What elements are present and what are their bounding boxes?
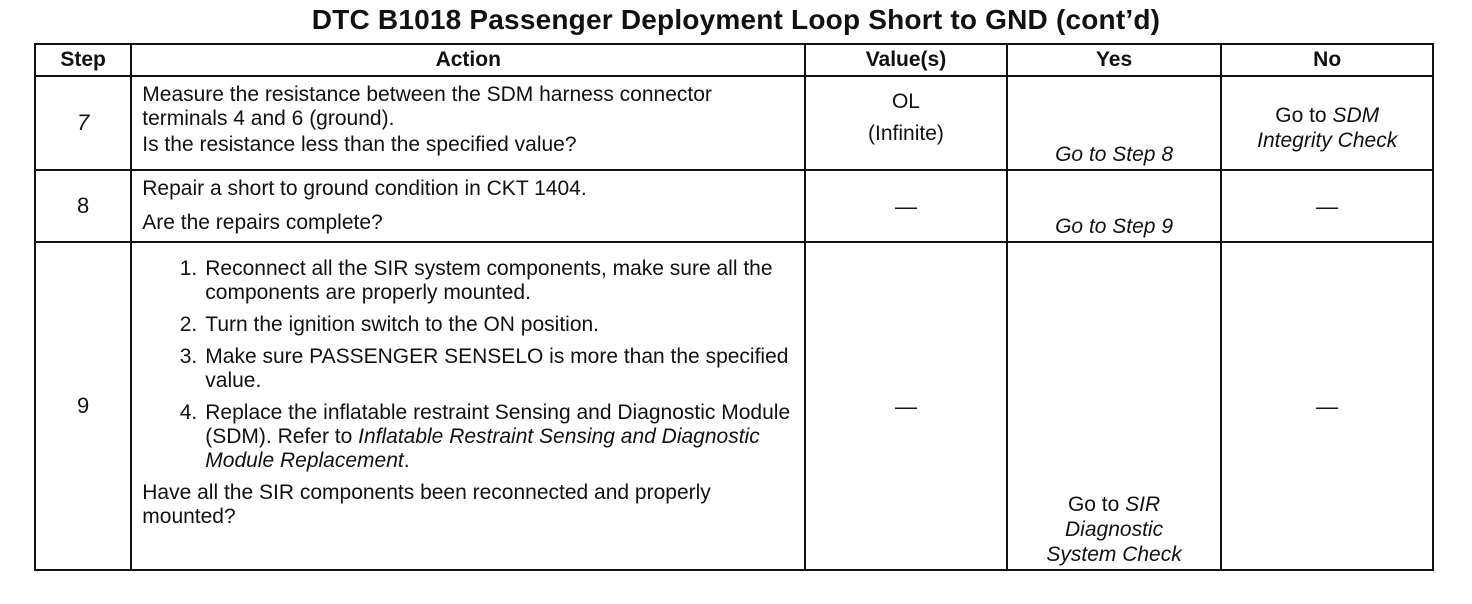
action-text: Repair a short to ground condition in CKT 1404. [142, 177, 587, 200]
no-cell [1221, 76, 1433, 170]
list-item [142, 401, 794, 473]
header-no: No [1221, 44, 1433, 76]
header-yes: Yes [1007, 44, 1222, 76]
yes-link-line2: Diagnostic [1065, 518, 1164, 541]
value-ol: OL [891, 90, 920, 113]
yes-cell [1007, 242, 1222, 570]
reference-link[interactable]: Inflatable Restraint Sensing and Diagnostic Module Replacement [205, 425, 760, 472]
procedure-list [142, 257, 794, 473]
yes-link[interactable]: Go to Step 8 [1055, 143, 1174, 166]
yes-link-prefix: Go to [1067, 493, 1126, 516]
list-text-plain: Replace the inflatable restraint Sensing and Diagnostic Module (SDM). Refer to [205, 401, 791, 448]
yes-link[interactable]: Go to Step 9 [1055, 215, 1174, 238]
value-infinite: (Infinite) [868, 122, 944, 145]
yes-link[interactable] [1008, 492, 1221, 567]
list-text-tail: . [403, 449, 410, 472]
list-item [142, 345, 794, 393]
step-number: 8 [35, 170, 131, 242]
yes-link-line3: System Check [1046, 543, 1182, 566]
value-cell: — [805, 170, 1007, 242]
table-row [35, 170, 1433, 242]
list-item [142, 257, 794, 305]
list-text: Reconnect all the SIR system components, make sure all the components are properly mounted. [205, 257, 773, 304]
action-question: Is the resistance less than the specified value? [142, 133, 577, 156]
header-values: Value(s) [805, 44, 1007, 76]
yes-link-italic: SIR [1125, 493, 1161, 516]
yes-cell [1007, 76, 1222, 170]
no-link-italic: SDM [1332, 104, 1380, 127]
list-item [142, 313, 794, 337]
value-cell [805, 76, 1007, 170]
action-cell [131, 170, 805, 242]
list-text: Make sure PASSENGER SENSELO is more than the specified value. [205, 345, 789, 392]
no-cell: — [1221, 242, 1433, 570]
value-cell: — [805, 242, 1007, 570]
yes-cell [1007, 170, 1222, 242]
no-link-line2[interactable]: Integrity Check [1257, 129, 1398, 152]
list-number: 1. [179, 257, 198, 280]
action-question: Have all the SIR components been reconnected and properly mounted? [142, 481, 711, 528]
no-link[interactable] [1222, 103, 1432, 128]
diagnostic-table [34, 43, 1434, 571]
action-cell [131, 242, 805, 570]
list-text [205, 401, 794, 473]
action-cell [131, 76, 805, 170]
list-number: 4. [179, 401, 198, 424]
no-cell: — [1221, 170, 1433, 242]
table-row [35, 242, 1433, 570]
action-text: Measure the resistance between the SDM harness connector terminals 4 and 6 (ground). [142, 83, 712, 130]
header-step: Step [35, 44, 131, 76]
table-header-row [35, 44, 1433, 76]
no-link-prefix: Go to [1275, 104, 1333, 127]
list-number: 3. [179, 345, 198, 368]
list-number: 2. [179, 313, 198, 336]
step-number: 7 [35, 76, 131, 170]
step-number: 9 [35, 242, 131, 570]
table-row [35, 76, 1433, 170]
action-question: Are the repairs complete? [142, 211, 383, 234]
header-action: Action [131, 44, 805, 76]
page-title: DTC B1018 Passenger Deployment Loop Short to GND (cont’d) [311, 4, 1161, 35]
list-text: Turn the ignition switch to the ON position. [205, 313, 600, 336]
